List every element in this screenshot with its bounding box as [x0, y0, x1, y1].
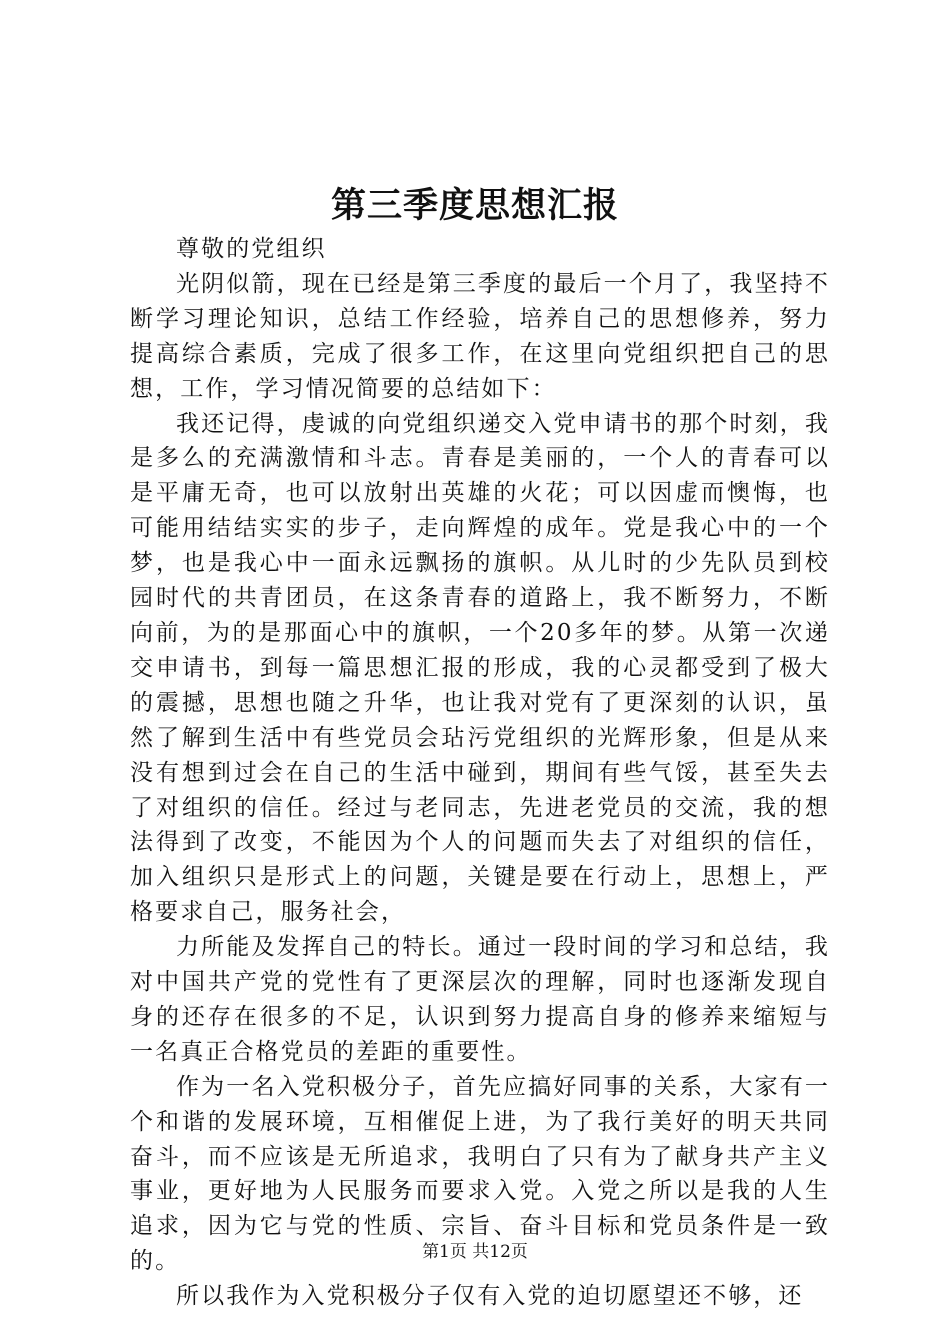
paragraph-intro: 光阴似箭，现在已经是第三季度的最后一个月了，我坚持不断学习理论知识，总结工作经验，培养自己的思想修养，努力提高综合素质，完成了很多工作，在这里向党组织把自己的思想，工作，学习情况简要的总结如下：: [130, 270, 830, 402]
page-footer: 第1页 共12页: [422, 1242, 528, 1262]
document-body: [130, 232, 830, 1314]
paragraph-conclusion: 所以我作为入党积极分子仅有入党的迫切愿望还不够，还: [176, 1283, 804, 1310]
document-title: 第三季度思想汇报: [330, 185, 619, 226]
salutation: 尊敬的党组织: [176, 236, 327, 262]
paragraph-strengths: 力所能及发挥自己的特长。通过一段时间的学习和总结，我对中国共产党的党性有了更深层次的理解，同时也逐渐发现自身的还存在很多的不足，认识到努力提高自身的修养来缩短与一名真正合格党员的差距的重要性。: [130, 934, 830, 1065]
paragraph-activist: 作为一名入党积极分子，首先应搞好同事的关系，大家有一个和谐的发展环境，互相催促上进，为了我行美好的明天共同奋斗，而不应该是无所追求，我明白了只有为了献身共产主义事业，更好地为人民服务而要求入党。入党之所以是我的人生追求，因为它与党的性质、宗旨、奋斗目标和党员条件是一致的。: [130, 1073, 830, 1275]
paragraph-memory: 我还记得，虔诚的向党组织递交入党申请书的那个时刻，我是多么的充满激情和斗志。青春是美丽的，一个人的青春可以是平庸无奇，也可以放射出英雄的火花；可以因虚而懊悔，也可能用结结实实的步子，走向辉煌的成年。党是我心中的一个梦，也是我心中一面永远飘扬的旗帜。从儿时的少先队员到校园时代的共青团员，在这条青春的道路上，我不断努力，不断向前，为的是那面心中的旗帜，一个20多年的梦。从第一次递交申请书，到每一篇思想汇报的形成，我的心灵都受到了极大的震撼，思想也随之升华，也让我对党有了更深刻的认识，虽然了解到生活中有些党员会玷污党组织的光辉形象，但是从来没有想到过会在自己的生活中碰到，期间有些气馁，甚至失去了对组织的信任。经过与老同志，先进老党员的交流，我的想法得到了改变，不能因为个人的问题而失去了对组织的信任，加入组织只是形式上的问题，关键是要在行动上，思想上，严格要求自己，服务社会，: [130, 410, 830, 926]
